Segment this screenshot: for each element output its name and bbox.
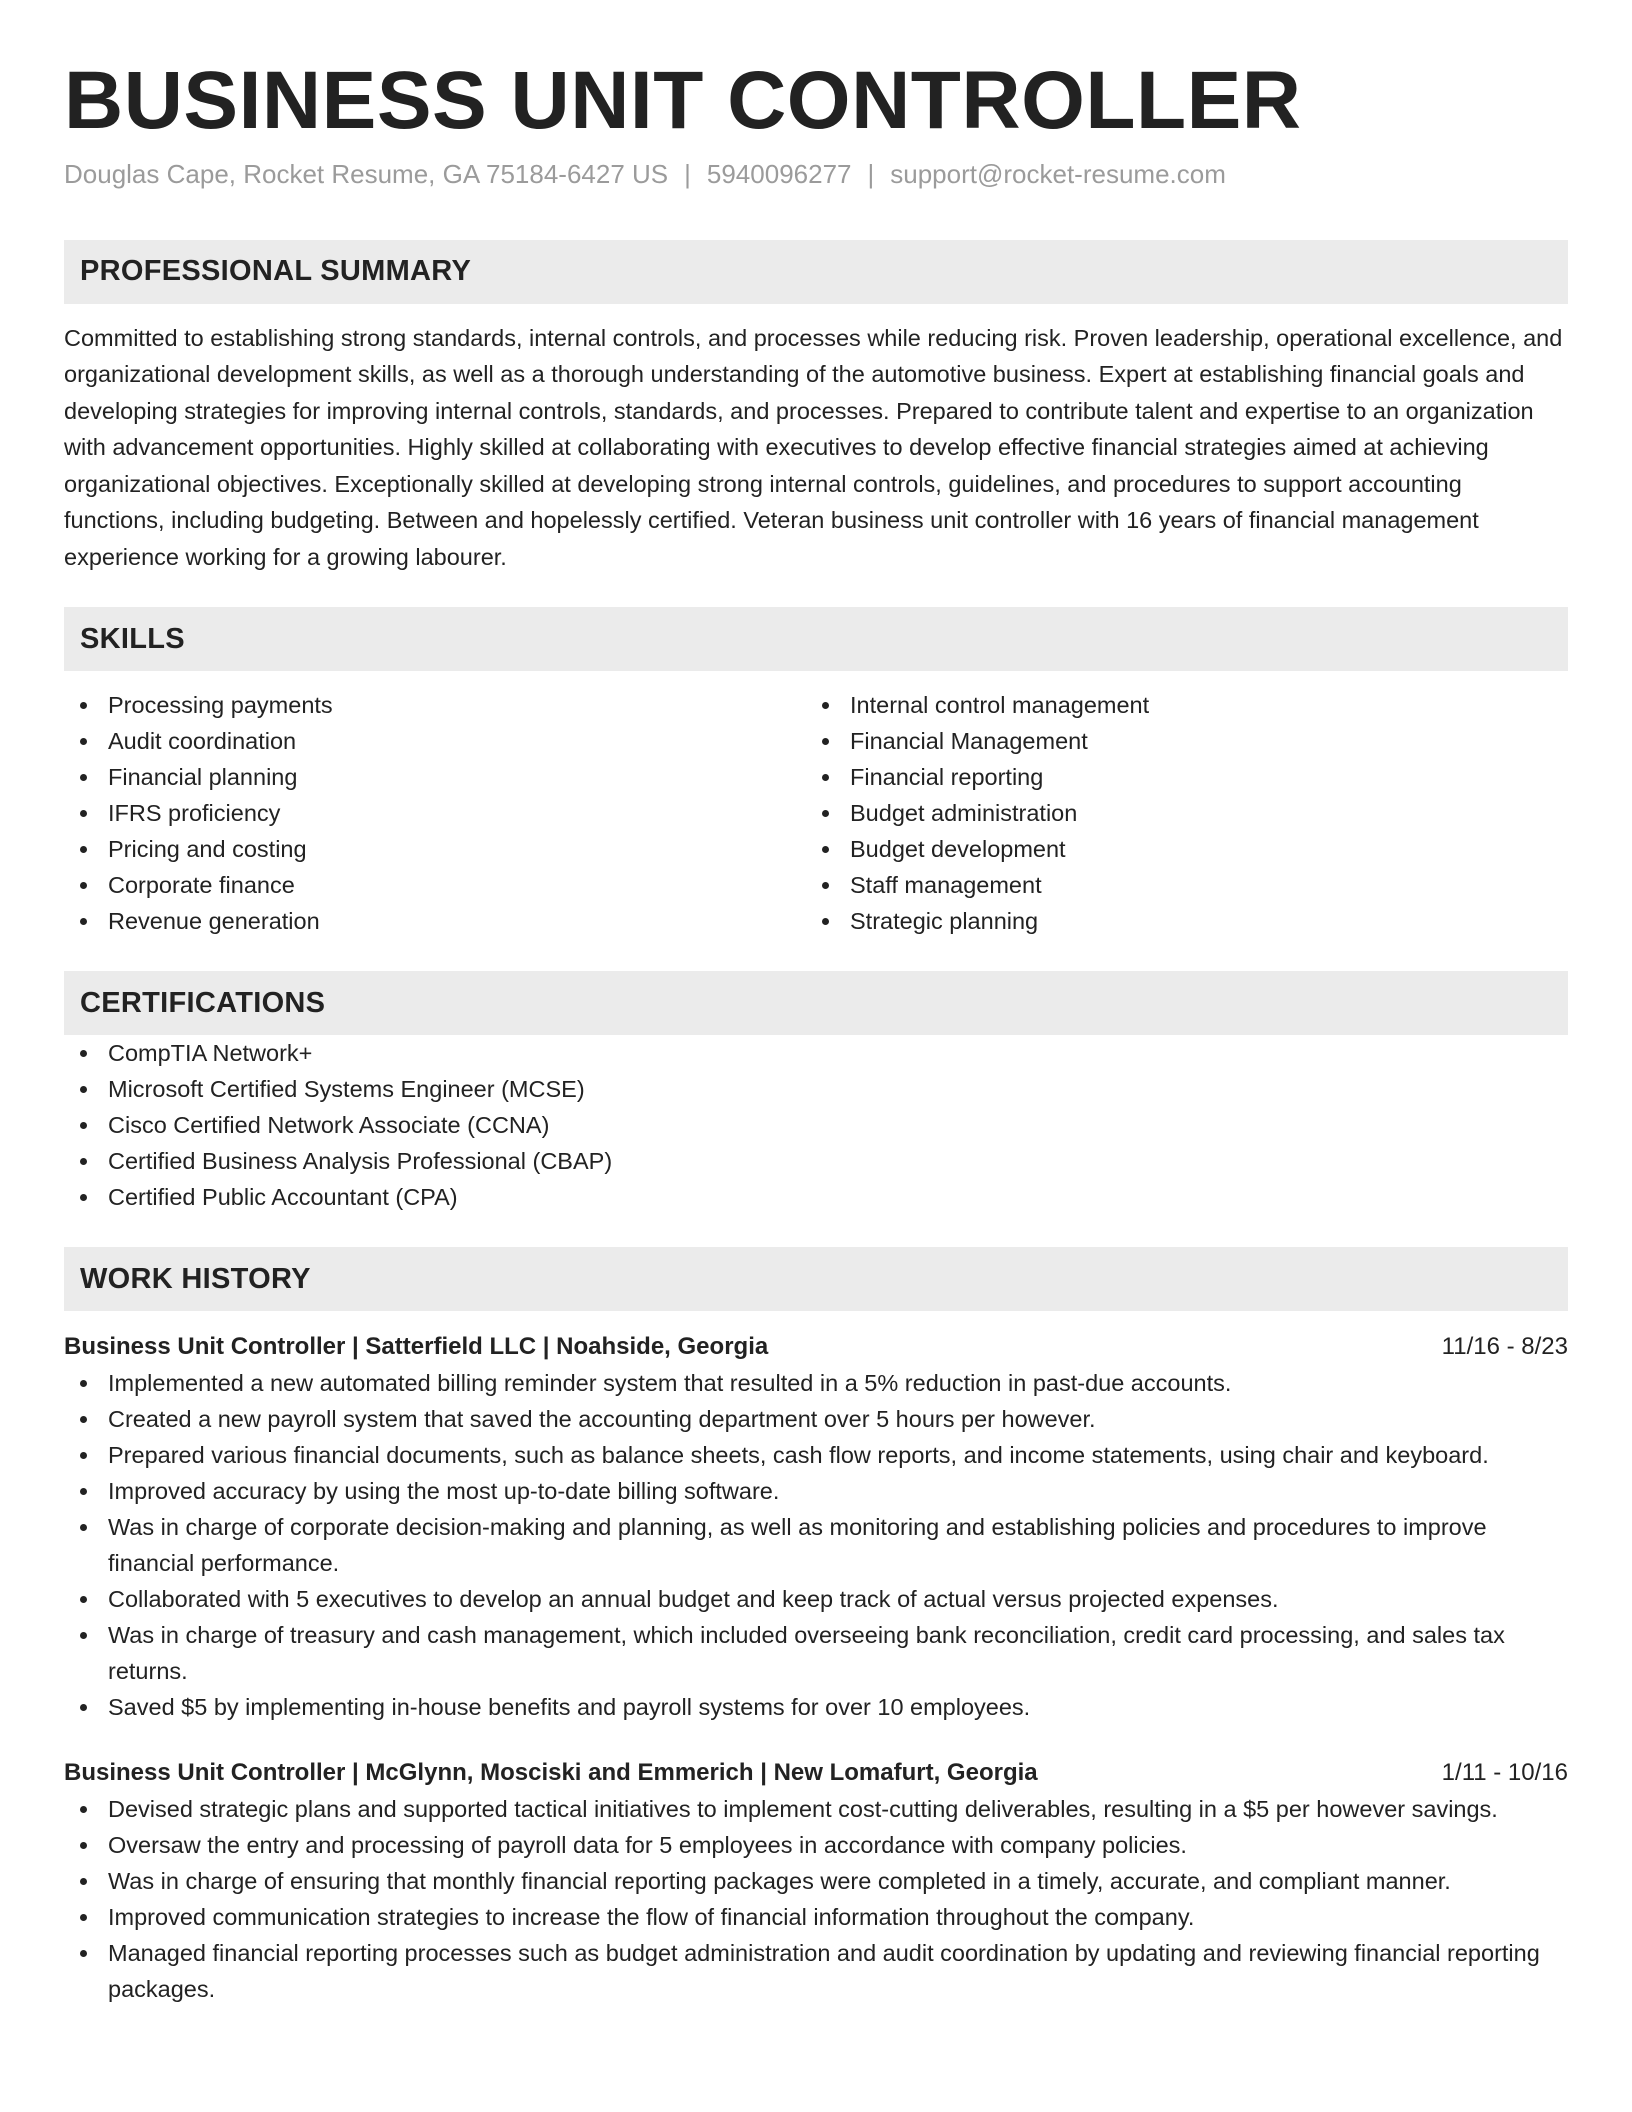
job-bullet: Devised strategic plans and supported tactical initiatives to implement cost-cutting deliverables, resulting in a $5 per however savings. — [64, 1791, 1568, 1827]
job-bullet: Prepared various financial documents, such as balance sheets, cash flow reports, and income statements, using chair and keyboard. — [64, 1437, 1568, 1473]
skill-item: IFRS proficiency — [64, 795, 806, 831]
summary-paragraph: Committed to establishing strong standards, internal controls, and processes while reducing risk. Proven leadership, operational excellence, and organizational development skills, as well as a thorough understanding of the automotive business. Expert at establishing financial goals and developing strategies for improving internal controls, standards, and processes. Prepared to contribute talent and expertise to an organization with advancement opportunities. Highly skilled at collaborating with executives to develop effective financial strategies aimed at achieving organizational objectives. Exceptionally skilled at developing strong internal controls, guidelines, and procedures to support accounting functions, including budgeting. Between and hopelessly certified. Veteran business unit controller with 16 years of financial management experience working for a growing labourer. — [64, 324, 1563, 570]
section-header-certifications: CERTIFICATIONS — [64, 971, 1568, 1035]
skill-item: Financial reporting — [806, 759, 1548, 795]
job-title: Business Unit Controller | Satterfield LLC | Noahside, Georgia — [64, 1333, 769, 1361]
skill-item: Internal control management — [806, 687, 1548, 723]
resume-title: BUSINESS UNIT CONTROLLER — [64, 55, 1302, 146]
job-entry — [64, 1755, 1568, 2007]
job-bullet-list — [64, 1791, 1568, 2007]
job-bullet: Improved communication strategies to increase the flow of financial information throughout the company. — [64, 1899, 1568, 1935]
job-header — [64, 1329, 1568, 1365]
contact-line — [64, 158, 1568, 192]
job-bullet: Was in charge of ensuring that monthly financial reporting packages were completed in a timely, accurate, and compliant manner. — [64, 1863, 1568, 1899]
skill-item: Financial planning — [64, 759, 806, 795]
contact-separator: | — [867, 159, 875, 190]
certification-item: CompTIA Network+ — [64, 1035, 1568, 1071]
job-title: Business Unit Controller | McGlynn, Mosciski and Emmerich | New Lomafurt, Georgia — [64, 1759, 1038, 1787]
job-header — [64, 1755, 1568, 1791]
section-header-summary: PROFESSIONAL SUMMARY — [64, 240, 1568, 304]
job-dates: 11/16 - 8/23 — [1441, 1333, 1568, 1361]
contact-phone: 5940096277 — [706, 159, 852, 190]
job-bullet: Collaborated with 5 executives to develop an annual budget and keep track of actual versus projected expenses. — [64, 1581, 1568, 1617]
skill-item: Revenue generation — [64, 903, 806, 939]
job-bullet: Improved accuracy by using the most up-to-date billing software. — [64, 1473, 1568, 1509]
contact-email: support@rocket-resume.com — [890, 159, 1226, 190]
skill-item: Pricing and costing — [64, 831, 806, 867]
certifications-list — [64, 1035, 1568, 1215]
certification-item: Microsoft Certified Systems Engineer (MCSE) — [64, 1071, 1568, 1107]
skill-item: Strategic planning — [806, 903, 1548, 939]
contact-address: Douglas Cape, Rocket Resume, GA 75184-6427 US — [64, 159, 669, 190]
job-bullet: Was in charge of corporate decision-making and planning, as well as monitoring and establishing policies and procedures to improve financial performance. — [64, 1509, 1568, 1581]
skills-column-right — [806, 687, 1548, 939]
job-bullet: Was in charge of treasury and cash management, which included overseeing bank reconciliation, credit card processing, and sales tax returns. — [64, 1617, 1568, 1689]
section-header-skills: SKILLS — [64, 607, 1568, 671]
certification-item: Certified Business Analysis Professional (CBAP) — [64, 1143, 1568, 1179]
job-bullet: Implemented a new automated billing reminder system that resulted in a 5% reduction in past-due accounts. — [64, 1365, 1568, 1401]
job-bullet: Oversaw the entry and processing of payroll data for 5 employees in accordance with company policies. — [64, 1827, 1568, 1863]
skill-item: Corporate finance — [64, 867, 806, 903]
certification-item: Cisco Certified Network Associate (CCNA) — [64, 1107, 1568, 1143]
skill-item: Budget development — [806, 831, 1548, 867]
skill-item: Audit coordination — [64, 723, 806, 759]
skill-item: Processing payments — [64, 687, 806, 723]
job-entry — [64, 1329, 1568, 1725]
skills-grid — [64, 687, 1568, 939]
job-dates: 1/11 - 10/16 — [1441, 1759, 1568, 1787]
section-header-work-history: WORK HISTORY — [64, 1247, 1568, 1311]
job-bullet: Saved $5 by implementing in-house benefits and payroll systems for over 10 employees. — [64, 1689, 1568, 1725]
contact-separator: | — [684, 159, 691, 190]
skills-column-left — [64, 687, 806, 939]
job-bullet-list — [64, 1365, 1568, 1725]
certification-item: Certified Public Accountant (CPA) — [64, 1179, 1568, 1215]
skill-item: Staff management — [806, 867, 1548, 903]
skill-item: Financial Management — [806, 723, 1548, 759]
job-bullet: Created a new payroll system that saved the accounting department over 5 hours per however. — [64, 1401, 1568, 1437]
job-bullet: Managed financial reporting processes such as budget administration and audit coordination by updating and reviewing financial reporting packages. — [64, 1935, 1568, 2007]
skill-item: Budget administration — [806, 795, 1548, 831]
